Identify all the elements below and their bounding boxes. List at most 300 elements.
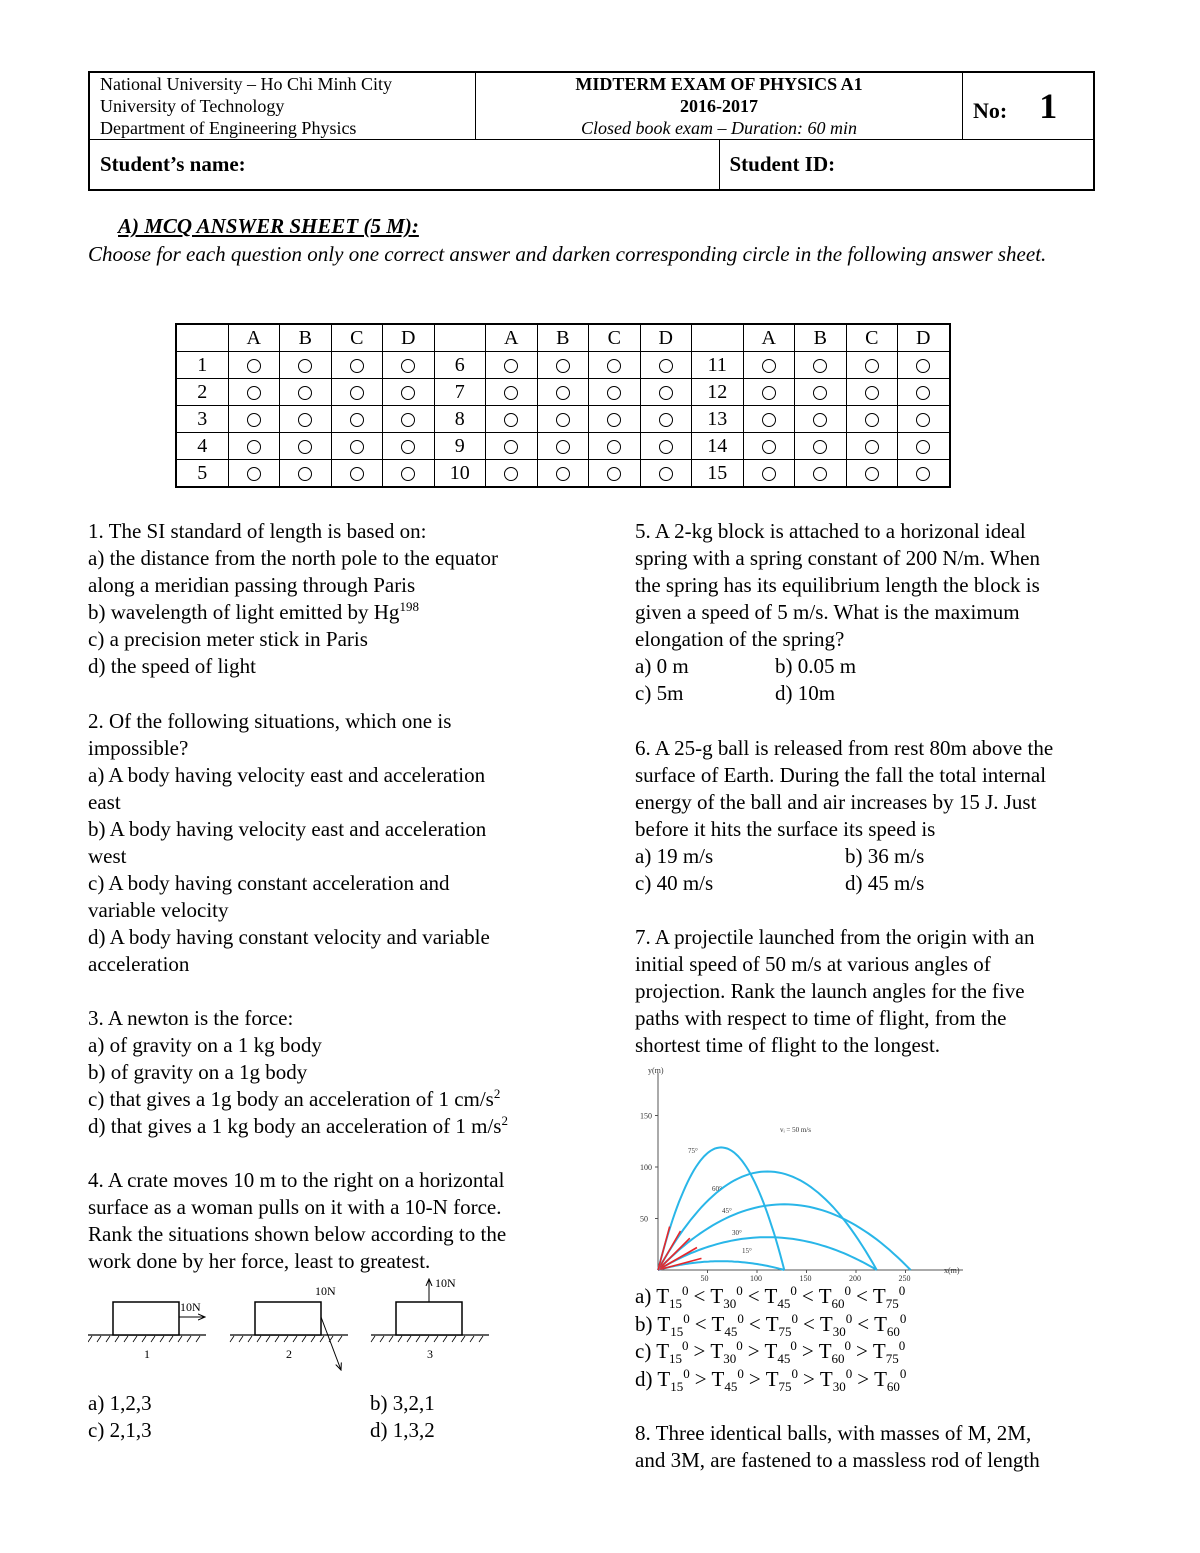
comparison-operator: > — [748, 1366, 761, 1391]
answer-option[interactable]: b) 36 m/s — [845, 844, 925, 868]
answer-cell[interactable] — [228, 433, 280, 460]
period-symbol: T — [710, 1339, 724, 1363]
answer-option[interactable]: d) 45 m/s — [845, 871, 925, 895]
period-symbol: T — [656, 1339, 670, 1363]
answer-cell[interactable] — [795, 352, 847, 379]
comparison-operator: > — [747, 1339, 760, 1363]
comparison-operator: > — [801, 1339, 814, 1363]
answer-circle[interactable] — [556, 359, 570, 373]
speed-label: vᵢ = 50 m/s — [780, 1126, 811, 1134]
period-symbol: T — [874, 1311, 887, 1336]
question-line: a) of gravity on a 1 kg body — [88, 1033, 322, 1057]
answer-circle[interactable] — [247, 386, 261, 400]
comparison-operator: < — [748, 1311, 761, 1336]
degree-superscript: 0 — [898, 1283, 906, 1298]
exam-note: Closed book exam – Duration: 60 min — [581, 118, 857, 138]
blank-header — [176, 324, 228, 352]
answer-cell[interactable] — [486, 406, 538, 433]
answer-cell[interactable] — [383, 379, 435, 406]
answer-cell[interactable] — [640, 433, 692, 460]
x-tick-label: 150 — [799, 1274, 812, 1283]
mcq-row — [176, 379, 950, 406]
answer-circle[interactable] — [504, 386, 518, 400]
question-line: variable velocity — [88, 898, 229, 922]
answer-cell[interactable] — [743, 379, 795, 406]
answer-cell[interactable] — [280, 352, 332, 379]
answer-cell[interactable] — [537, 433, 589, 460]
question-line: spring with a spring constant of 200 N/m. When — [635, 546, 1040, 570]
answer-cell[interactable] — [898, 460, 950, 488]
answer-circle[interactable] — [659, 413, 673, 427]
answer-cell[interactable] — [589, 352, 641, 379]
angle-subscript: 15 — [669, 1351, 683, 1367]
question-line: 6. A 25-g ball is released from rest 80m above the — [635, 736, 1054, 760]
answer-circle[interactable] — [865, 359, 879, 373]
x-tick-label: 100 — [750, 1274, 762, 1283]
option-header: B — [795, 324, 847, 352]
angle-subscript: 30 — [832, 1323, 846, 1339]
comparison-operator: < — [801, 1284, 814, 1308]
mcq-row — [176, 352, 950, 379]
period-symbol: T — [711, 1311, 725, 1336]
answer-circle[interactable] — [813, 413, 827, 427]
y-tick-label: 100 — [640, 1163, 652, 1172]
answer-cell[interactable] — [331, 406, 383, 433]
answer-cell[interactable] — [846, 460, 898, 488]
answer-cell[interactable] — [640, 460, 692, 488]
question-number: 15 — [692, 460, 744, 488]
answer-circle[interactable] — [916, 386, 930, 400]
angle-label: 30° — [732, 1229, 742, 1237]
answer-cell[interactable] — [383, 406, 435, 433]
comparison-operator: > — [857, 1366, 870, 1391]
comparison-operator: < — [747, 1284, 760, 1308]
question-number: 14 — [692, 433, 744, 460]
answer-cell[interactable] — [383, 352, 435, 379]
answer-circle[interactable] — [298, 413, 312, 427]
period-symbol: T — [657, 1366, 671, 1391]
answer-cell[interactable] — [589, 406, 641, 433]
superscript: 2 — [501, 1113, 508, 1128]
answer-option[interactable]: a) 0 m — [635, 654, 689, 678]
degree-superscript: 0 — [844, 1283, 852, 1298]
answer-pair — [635, 680, 1135, 707]
crate-box — [113, 1302, 179, 1335]
answer-circle[interactable] — [813, 440, 827, 454]
answer-cell[interactable] — [228, 406, 280, 433]
answer-cell[interactable] — [331, 352, 383, 379]
answer-cell[interactable] — [640, 406, 692, 433]
answer-cell[interactable] — [898, 379, 950, 406]
question-line: before it hits the surface its speed is — [635, 817, 936, 841]
option-header: D — [383, 324, 435, 352]
student-id-field[interactable] — [719, 140, 1094, 190]
answer-circle[interactable] — [607, 359, 621, 373]
option-header: A — [743, 324, 795, 352]
answer-option[interactable] — [635, 1311, 1135, 1339]
question-line: 1. The SI standard of length is based on: — [88, 519, 427, 543]
answer-circle[interactable] — [298, 359, 312, 373]
answer-cell[interactable] — [589, 460, 641, 488]
answer-cell[interactable] — [228, 379, 280, 406]
answer-cell[interactable] — [486, 460, 538, 488]
answer-option[interactable] — [635, 1366, 1135, 1394]
answer-cell[interactable] — [537, 352, 589, 379]
angle-subscript: 75 — [885, 1296, 899, 1312]
degree-superscript: 0 — [898, 1338, 906, 1353]
answer-cell[interactable] — [898, 352, 950, 379]
answer-cell[interactable] — [795, 460, 847, 488]
answer-cell[interactable] — [280, 433, 332, 460]
comparison-operator: < — [857, 1311, 870, 1336]
answer-option[interactable]: d) 1,3,2 — [370, 1418, 435, 1442]
no-value: 1 — [1039, 86, 1058, 126]
answer-option[interactable]: c) 40 m/s — [635, 871, 714, 895]
university: National University – Ho Chi Minh City — [100, 74, 392, 94]
degree-superscript: 0 — [737, 1365, 744, 1381]
option-label: c) — [635, 1339, 652, 1363]
answer-cell[interactable] — [383, 433, 435, 460]
x-tick-label: 250 — [898, 1274, 911, 1283]
crate-figure — [88, 1275, 508, 1390]
option-header: C — [331, 324, 383, 352]
school: University of Technology — [100, 96, 285, 116]
line-text: b) wavelength of light emitted by Hg — [88, 600, 400, 624]
answer-circle[interactable] — [916, 413, 930, 427]
left-column — [88, 518, 588, 1444]
answer-cell[interactable] — [589, 433, 641, 460]
y-tick-label: 150 — [640, 1111, 652, 1121]
answer-circle[interactable] — [247, 467, 261, 481]
period-symbol: T — [657, 1311, 671, 1336]
degree-superscript: 0 — [737, 1310, 744, 1326]
question-line: and 3M, are fastened to a massless rod of length — [635, 1448, 1040, 1472]
crate-box — [396, 1302, 462, 1335]
angle-subscript: 75 — [778, 1378, 792, 1394]
answer-option[interactable]: c) 2,1,3 — [88, 1418, 152, 1442]
answer-circle[interactable] — [556, 467, 570, 481]
angle-subscript: 75 — [885, 1351, 899, 1367]
answer-circle[interactable] — [659, 440, 673, 454]
angle-subscript: 15 — [670, 1323, 684, 1339]
answer-circle[interactable] — [762, 467, 776, 481]
answer-cell[interactable] — [537, 460, 589, 488]
answer-cell[interactable] — [846, 352, 898, 379]
answer-cell[interactable] — [743, 433, 795, 460]
degree-superscript: 0 — [790, 1338, 797, 1353]
degree-superscript: 0 — [682, 1338, 689, 1353]
question-line: surface as a woman pulls on it with a 10-N force. — [88, 1195, 502, 1219]
answer-circle[interactable] — [659, 359, 673, 373]
degree-superscript: 0 — [844, 1338, 852, 1353]
angle-subscript: 45 — [724, 1323, 738, 1339]
answer-cell[interactable] — [846, 406, 898, 433]
period-symbol: T — [819, 1366, 833, 1391]
question-line: projection. Rank the launch angles for the five — [635, 979, 1025, 1003]
projectile-graph — [630, 1063, 970, 1283]
question-number: 3 — [176, 406, 228, 433]
x-tick-label: 200 — [849, 1274, 861, 1283]
question-line: d) the speed of light — [88, 654, 256, 678]
answer-circle[interactable] — [298, 386, 312, 400]
force-label: 10N — [180, 1300, 201, 1314]
degree-superscript: 0 — [683, 1310, 690, 1326]
comparison-operator: > — [694, 1366, 707, 1391]
question-number: 4 — [176, 433, 228, 460]
question-line — [88, 1086, 588, 1113]
answer-cell[interactable] — [795, 379, 847, 406]
answer-circle[interactable] — [762, 413, 776, 427]
answer-cell[interactable] — [743, 406, 795, 433]
question-line: work done by her force, least to greatest. — [88, 1249, 431, 1273]
answer-circle[interactable] — [813, 467, 827, 481]
period-symbol: T — [872, 1284, 886, 1308]
panel-number: 3 — [427, 1347, 433, 1361]
line-text: d) that gives a 1 kg body an acceleration of 1 m/s — [88, 1114, 502, 1138]
answer-cell[interactable] — [898, 406, 950, 433]
student-name-field[interactable] — [89, 140, 719, 190]
exam-info — [476, 72, 963, 140]
answer-circle[interactable] — [504, 467, 518, 481]
answer-cell[interactable] — [383, 460, 435, 488]
answer-circle[interactable] — [659, 386, 673, 400]
degree-superscript: 0 — [791, 1310, 799, 1326]
answer-circle[interactable] — [916, 359, 930, 373]
angle-subscript: 60 — [831, 1296, 845, 1312]
answer-circle[interactable] — [401, 440, 415, 454]
option-header: B — [537, 324, 589, 352]
question-line: a) A body having velocity east and acceleration — [88, 763, 486, 787]
answer-cell[interactable] — [280, 379, 332, 406]
answer-circle[interactable] — [865, 413, 879, 427]
force-arrow — [321, 1317, 341, 1370]
question-line: 4. A crate moves 10 m to the right on a horizontal — [88, 1168, 505, 1192]
degree-superscript: 0 — [791, 1365, 799, 1381]
angle-subscript: 15 — [670, 1378, 684, 1394]
answer-circle[interactable] — [504, 413, 518, 427]
option-label: d) — [635, 1366, 653, 1391]
answer-cell[interactable] — [228, 460, 280, 488]
answer-circle[interactable] — [762, 440, 776, 454]
answer-circle[interactable] — [813, 359, 827, 373]
question-line: Rank the situations shown below according to the — [88, 1222, 507, 1246]
department: Department of Engineering Physics — [100, 118, 357, 138]
question-number: 2 — [176, 379, 228, 406]
answer-circle[interactable] — [298, 440, 312, 454]
question-line — [88, 599, 588, 626]
angle-subscript: 45 — [777, 1351, 791, 1367]
answer-circle[interactable] — [401, 413, 415, 427]
answer-circle[interactable] — [865, 467, 879, 481]
option-label: a) — [635, 1284, 652, 1308]
answer-circle[interactable] — [247, 413, 261, 427]
answer-circle[interactable] — [865, 386, 879, 400]
no-label: No: — [973, 98, 1008, 123]
degree-superscript: 0 — [845, 1310, 853, 1326]
blank-header — [434, 324, 486, 352]
option-header: D — [898, 324, 950, 352]
angle-subscript: 60 — [831, 1351, 845, 1367]
panel-number: 2 — [286, 1347, 292, 1361]
degree-superscript: 0 — [736, 1338, 743, 1353]
answer-pair — [635, 870, 1135, 897]
answer-circle[interactable] — [556, 386, 570, 400]
question-number: 6 — [434, 352, 486, 379]
answer-cell[interactable] — [486, 433, 538, 460]
answer-cell[interactable] — [486, 352, 538, 379]
period-symbol: T — [874, 1366, 887, 1391]
period-symbol: T — [764, 1284, 778, 1308]
option-header: A — [228, 324, 280, 352]
period-symbol: T — [656, 1284, 670, 1308]
period-symbol: T — [711, 1366, 725, 1391]
line-text: c) that gives a 1g body an acceleration of 1 cm/s — [88, 1087, 494, 1111]
answer-cell[interactable] — [640, 352, 692, 379]
panel-number: 1 — [144, 1347, 150, 1361]
answer-circle[interactable] — [916, 467, 930, 481]
answer-cell[interactable] — [228, 352, 280, 379]
answer-circle[interactable] — [607, 467, 621, 481]
angle-subscript: 60 — [886, 1378, 900, 1394]
option-header: A — [486, 324, 538, 352]
answer-cell[interactable] — [589, 379, 641, 406]
comparison-operator: > — [803, 1366, 815, 1391]
answer-circle[interactable] — [350, 359, 364, 373]
answer-circle[interactable] — [401, 386, 415, 400]
x-tick-label: 50 — [700, 1274, 709, 1283]
answer-cell[interactable] — [331, 379, 383, 406]
answer-cell[interactable] — [537, 406, 589, 433]
answer-cell[interactable] — [846, 433, 898, 460]
comparison-operator: < — [694, 1311, 707, 1336]
blank-header — [692, 324, 744, 352]
answer-circle[interactable] — [504, 359, 518, 373]
answer-circle[interactable] — [247, 359, 261, 373]
question-number: 11 — [692, 352, 744, 379]
answer-option[interactable]: b) 3,2,1 — [370, 1391, 435, 1415]
question-number: 8 — [434, 406, 486, 433]
question-line: 2. Of the following situations, which one is — [88, 709, 452, 733]
answer-cell[interactable] — [331, 460, 383, 488]
answer-cell[interactable] — [486, 379, 538, 406]
answer-cell[interactable] — [743, 460, 795, 488]
answer-cell[interactable] — [537, 379, 589, 406]
answer-option[interactable]: a) 1,2,3 — [88, 1391, 152, 1415]
answer-circle[interactable] — [607, 413, 621, 427]
comparison-operator: > — [693, 1339, 706, 1363]
answer-option[interactable]: c) 5m — [635, 681, 684, 705]
answer-circle[interactable] — [607, 440, 621, 454]
answer-cell[interactable] — [846, 379, 898, 406]
answer-cell[interactable] — [280, 406, 332, 433]
question-line — [88, 1113, 588, 1140]
answer-option[interactable] — [635, 1338, 1135, 1366]
question-line: 5. A 2-kg block is attached to a horizonal ideal — [635, 519, 1026, 543]
answer-cell[interactable] — [795, 406, 847, 433]
superscript: 2 — [493, 1086, 501, 1101]
exam-header — [88, 71, 1095, 191]
answer-circle[interactable] — [350, 467, 364, 481]
student-id-label: Student ID: — [729, 151, 836, 176]
angle-label: 15° — [742, 1247, 752, 1255]
answer-option[interactable]: a) 19 m/s — [635, 844, 714, 868]
answer-pair — [88, 1417, 588, 1444]
answer-circle[interactable] — [247, 440, 261, 454]
angle-subscript: 45 — [777, 1296, 791, 1312]
question-line: b) of gravity on a 1g body — [88, 1060, 308, 1084]
mcq-row — [176, 460, 950, 488]
answer-circle[interactable] — [607, 386, 621, 400]
angle-subscript: 30 — [723, 1296, 737, 1312]
answer-circle[interactable] — [401, 359, 415, 373]
section-a-instruction: Choose for each question only one correct answer and darken corresponding circle in the following answer sheet. — [88, 242, 1047, 266]
angle-label: 45° — [722, 1207, 732, 1215]
mcq-answer-sheet — [175, 323, 951, 488]
question-line: a) the distance from the north pole to the equator — [88, 546, 498, 570]
answer-option[interactable]: b) 0.05 m — [775, 654, 857, 678]
degree-superscript: 0 — [790, 1283, 797, 1298]
comparison-operator: > — [856, 1339, 868, 1363]
degree-superscript: 0 — [682, 1283, 689, 1298]
answer-option[interactable]: d) 10m — [775, 681, 836, 705]
answer-cell[interactable] — [280, 460, 332, 488]
answer-cell[interactable] — [331, 433, 383, 460]
answer-cell[interactable] — [795, 433, 847, 460]
answer-circle[interactable] — [350, 386, 364, 400]
answer-circle[interactable] — [813, 386, 827, 400]
question-line: shortest time of flight to the longest. — [635, 1033, 941, 1057]
answer-circle[interactable] — [556, 440, 570, 454]
answer-circle[interactable] — [504, 440, 518, 454]
answer-cell[interactable] — [640, 379, 692, 406]
answer-circle[interactable] — [350, 440, 364, 454]
answer-circle[interactable] — [659, 467, 673, 481]
answer-circle[interactable] — [762, 359, 776, 373]
period-symbol: T — [872, 1339, 886, 1363]
period-symbol: T — [710, 1284, 724, 1308]
question-number: 13 — [692, 406, 744, 433]
question-number: 1 — [176, 352, 228, 379]
period-symbol: T — [765, 1366, 779, 1391]
comparison-operator: < — [856, 1284, 868, 1308]
exam-year: 2016-2017 — [680, 96, 758, 116]
answer-circle[interactable] — [298, 467, 312, 481]
question-line: c) a precision meter stick in Paris — [88, 627, 368, 651]
angle-label: 60° — [712, 1185, 722, 1193]
answer-circle[interactable] — [916, 440, 930, 454]
question-line: given a speed of 5 m/s. What is the maximum — [635, 600, 1020, 624]
answer-circle[interactable] — [865, 440, 879, 454]
question-line: acceleration — [88, 952, 190, 976]
answer-option[interactable] — [635, 1283, 1135, 1311]
option-header: C — [589, 324, 641, 352]
force-label: 10N — [435, 1276, 456, 1290]
question-number: 7 — [434, 379, 486, 406]
answer-cell[interactable] — [898, 433, 950, 460]
answer-cell[interactable] — [743, 352, 795, 379]
answer-circle[interactable] — [762, 386, 776, 400]
period-symbol: T — [765, 1311, 779, 1336]
answer-circle[interactable] — [556, 413, 570, 427]
degree-superscript: 0 — [899, 1310, 907, 1326]
answer-circle[interactable] — [401, 467, 415, 481]
question-number: 12 — [692, 379, 744, 406]
question-line: energy of the ball and air increases by 15 J. Just — [635, 790, 1037, 814]
answer-circle[interactable] — [350, 413, 364, 427]
superscript: 198 — [399, 599, 419, 614]
exam-title: MIDTERM EXAM OF PHYSICS A1 — [575, 74, 863, 94]
trajectory-60 — [658, 1172, 877, 1271]
